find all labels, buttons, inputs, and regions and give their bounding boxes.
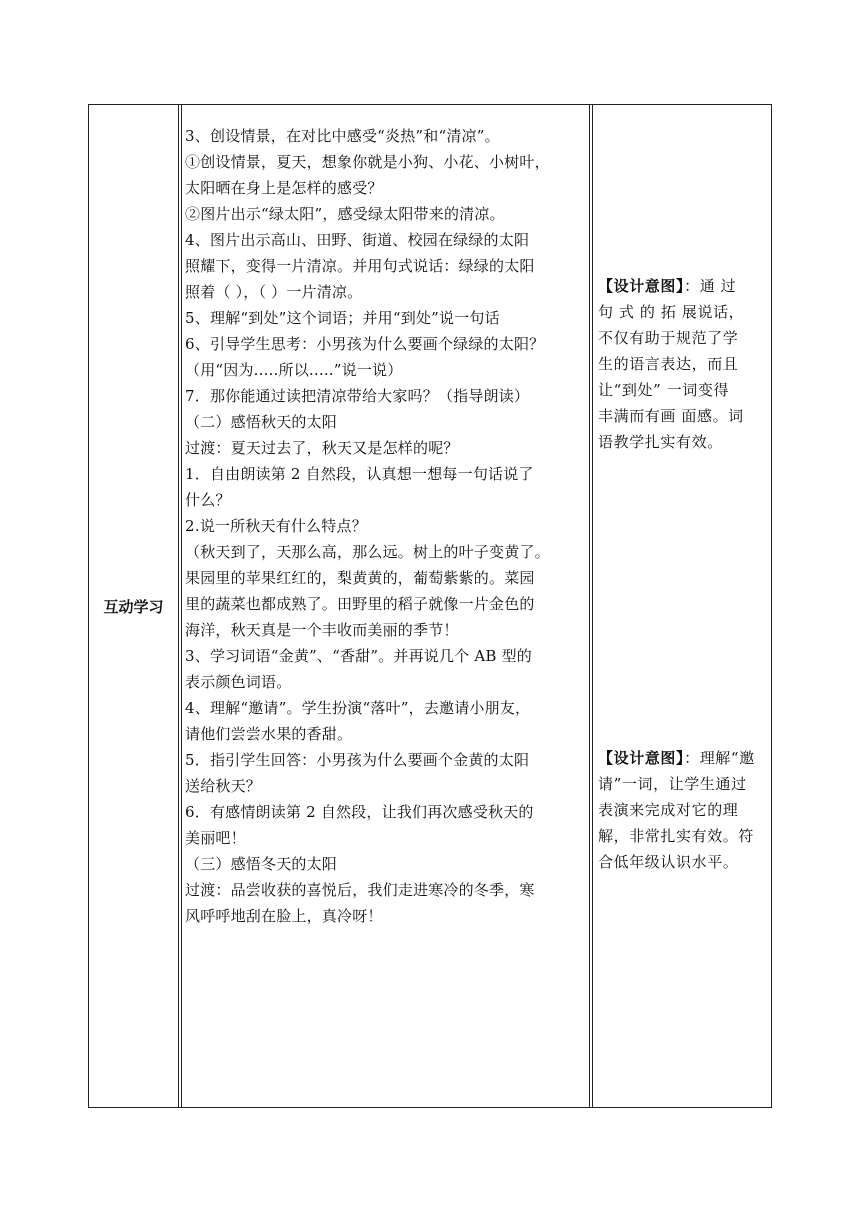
step-line: 过渡：品尝收获的喜悦后，我们走进寒冷的冬季，寒 [185, 881, 535, 899]
step-line: 送给秋天？ [185, 777, 262, 795]
step-line: 照耀下，变得一片清凉。并用句式说话：绿绿的太阳 [185, 257, 535, 275]
design-note-1-first-line: 【设计意图】：通 过 [598, 277, 737, 295]
step-line: 6．有感情朗读第 2 自然段，让我们再次感受秋天的 [185, 803, 534, 821]
step-line: 里的蔬菜也都成熟了。田野里的稻子就像一片金色的 [185, 595, 535, 613]
design-note-2-first-line: 【设计意图】：理解“邀 [598, 749, 755, 767]
step-line: （秋天到了，天那么高，那么远。树上的叶子变黄了。 [185, 543, 550, 561]
design-note-1-heading: 【设计意图】 [598, 277, 685, 295]
step-line: 美丽吧！ [185, 829, 246, 847]
section-label-text: 互动学习 [103, 597, 164, 616]
design-note-2-heading: 【设计意图】 [598, 749, 685, 767]
step-line: ①创设情景，夏天，想象你就是小狗、小花、小树叶， [185, 153, 550, 171]
step-line: 请他们尝尝水果的香甜。 [185, 725, 353, 743]
column-divider [178, 105, 179, 1107]
column-divider [181, 105, 182, 1107]
column-divider [592, 105, 593, 1107]
step-line: 4、图片出示高山、田野、街道、校园在绿绿的太阳 [185, 231, 530, 249]
step-line: 4、理解“邀请”。学生扮演“落叶”，去邀请小朋友， [185, 699, 531, 717]
step-line: （二）感悟秋天的太阳 [185, 413, 338, 431]
step-line: ②图片出示“绿太阳”，感受绿太阳带来的清凉。 [185, 205, 505, 223]
design-note-2: 【设计意图】：理解“邀 请”一词，让学生通过 表演来完成对它的理 解，非常扎实有效。符 合低年级认识水平。 [598, 745, 766, 875]
step-line: 太阳晒在身上是怎样的感受？ [185, 179, 383, 197]
step-line: 过渡：夏天过去了，秋天又是怎样的呢？ [185, 439, 459, 457]
step-line: 1．自由朗读第 2 自然段，认真想一想每一句话说了 [185, 465, 534, 483]
column-divider [589, 105, 590, 1107]
step-line: 海洋，秋天真是一个丰收而美丽的季节！ [185, 621, 459, 639]
step-line: 5、理解“到处”这个词语；并用“到处”说一句话 [185, 309, 500, 327]
design-note-1: 【设计意图】：通 过 句 式 的 拓 展说话， 不仅有助于规范了学 生的语言表达，而且 让“到处” 一词变得 丰满而有画 面感。词 语教学扎实有效。 [598, 273, 766, 455]
step-line: 表示颜色词语。 [185, 673, 292, 691]
section-label [89, 105, 178, 1107]
step-line: 3、创设情景，在对比中感受“炎热”和“清凉”。 [185, 127, 500, 145]
teaching-steps [185, 123, 585, 929]
step-line: 2.说一所秋天有什么特点？ [185, 517, 367, 535]
step-line: 3、学习词语“金黄”、“香甜”。并再说几个 AB 型的 [185, 647, 533, 665]
step-line: 照着（ ），（ ）一片清凉。 [185, 283, 363, 301]
step-line: （三）感悟冬天的太阳 [185, 855, 338, 873]
step-line: 6、引导学生思考：小男孩为什么要画个绿绿的太阳？ [185, 335, 545, 353]
step-line: 7．那你能通过读把清凉带给大家吗？（指导朗读） [185, 387, 530, 405]
lesson-table [88, 104, 772, 1108]
step-line: （用“因为.....所以.....”说一说） [185, 361, 403, 379]
step-line: 什么？ [185, 491, 231, 509]
step-line: 5．指引学生回答：小男孩为什么要画个金黄的太阳 [185, 751, 530, 769]
step-line: 果园里的苹果红红的，梨黄黄的，葡萄紫紫的。菜园 [185, 569, 535, 587]
step-line: 风呼呼地刮在脸上，真冷呀！ [185, 907, 383, 925]
